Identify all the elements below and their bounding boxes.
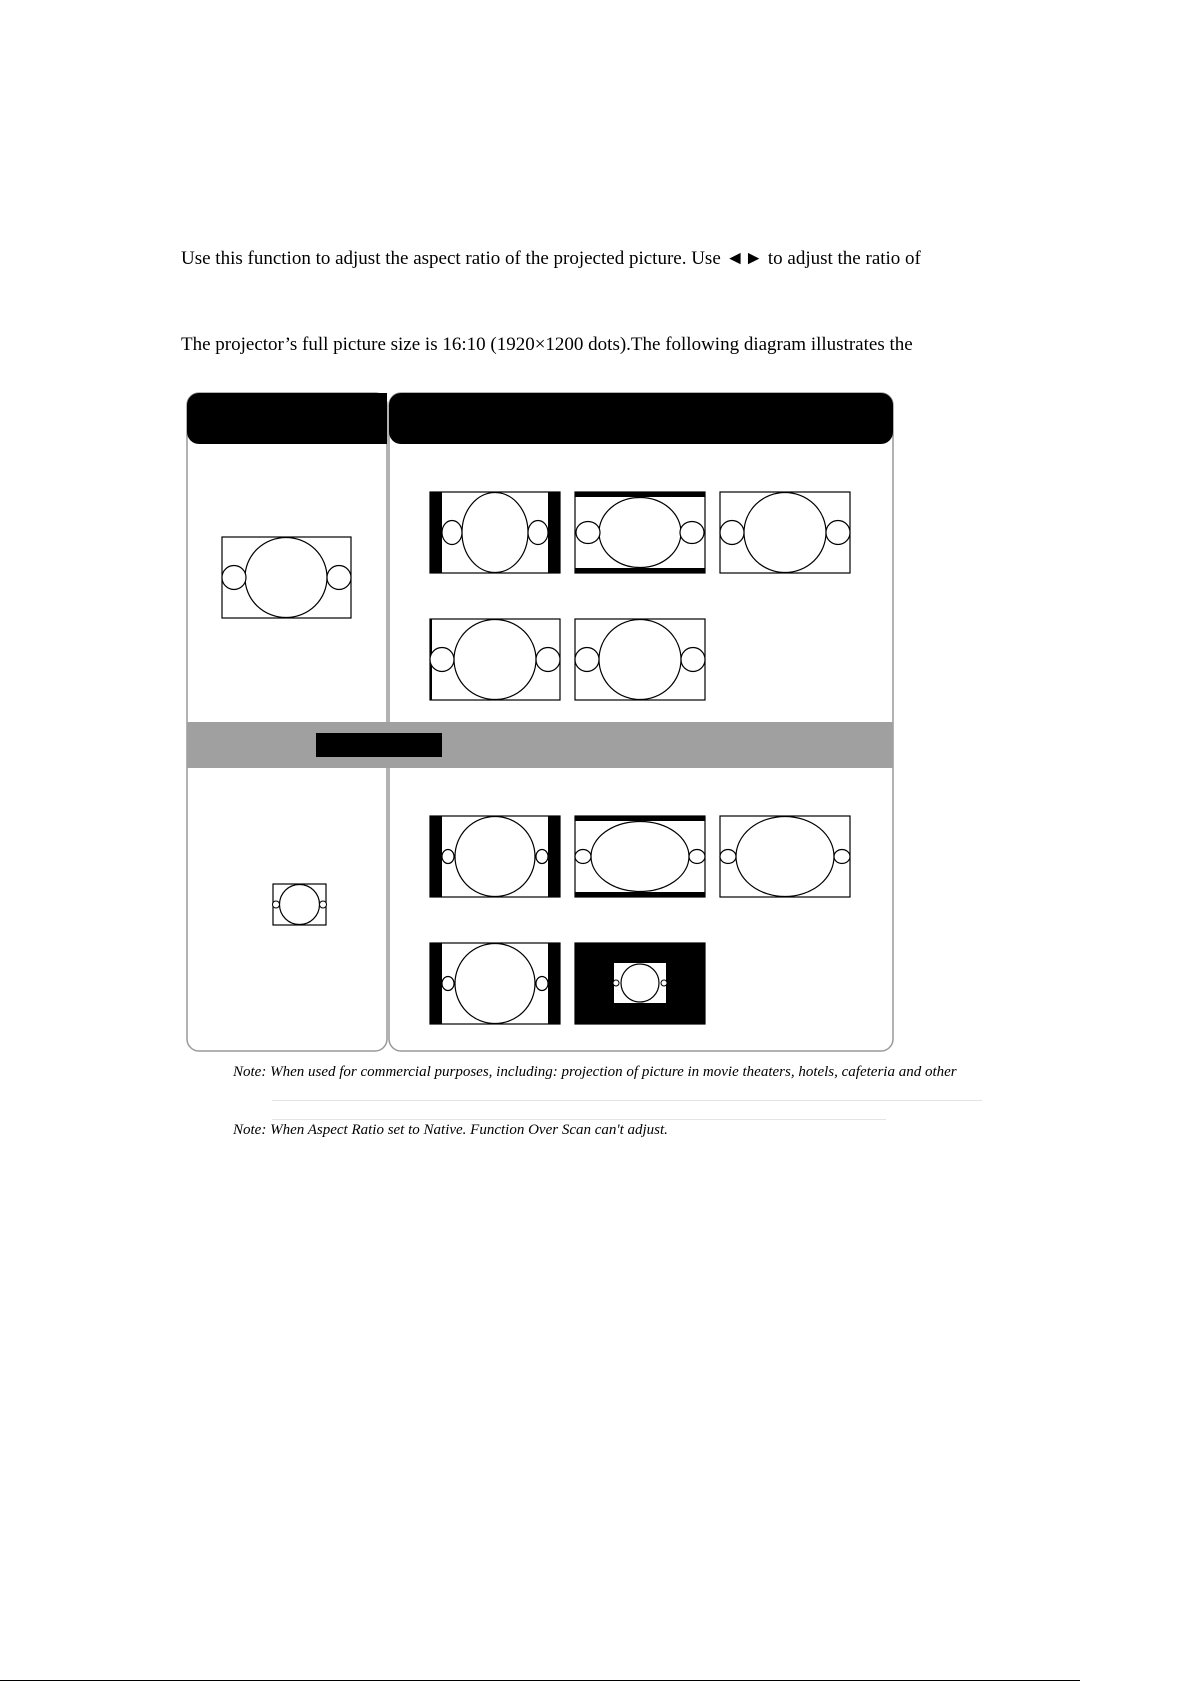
- output-4-3-pillarbox-small-source: [430, 816, 560, 897]
- output-full-screen: [430, 619, 560, 700]
- output-full-screen-small-source: [430, 943, 560, 1024]
- output-16-9-letterbox-small-source: [575, 816, 705, 897]
- source-picture-16-10: [222, 537, 351, 618]
- page-bottom-rule: [0, 1680, 1080, 1681]
- full-size-paragraph: The projector’s full picture size is 16:10 (1920×1200 dots).The following diagram illustrates the: [181, 334, 913, 355]
- source-picture-4-3: [273, 884, 327, 925]
- right-header-bar: [389, 393, 893, 444]
- output-16-10-full-small-source: [720, 816, 850, 897]
- note-underline: [272, 1119, 886, 1120]
- note-underline: [272, 1100, 982, 1101]
- native-overscan-note: Note: When Aspect Ratio set to Native. Function Over Scan can't adjust.: [233, 1122, 668, 1138]
- commercial-use-note: Note: When used for commercial purposes, including: projection of picture in movie theaters, hotels, cafeteria and other: [233, 1064, 957, 1080]
- output-native-small-source: [575, 943, 705, 1024]
- output-4-3-pillarbox: [430, 492, 560, 573]
- divider-label-box: [316, 733, 442, 757]
- section-divider-band: [187, 722, 893, 768]
- left-header-bar: [187, 393, 387, 444]
- output-16-10-full: [720, 492, 850, 573]
- aspect-ratio-diagram: [186, 392, 894, 1052]
- output-native: [575, 619, 705, 700]
- output-16-9-letterbox: [575, 492, 705, 573]
- intro-paragraph: Use this function to adjust the aspect ratio of the projected picture. Use ◄► to adjust the ratio of: [181, 248, 921, 269]
